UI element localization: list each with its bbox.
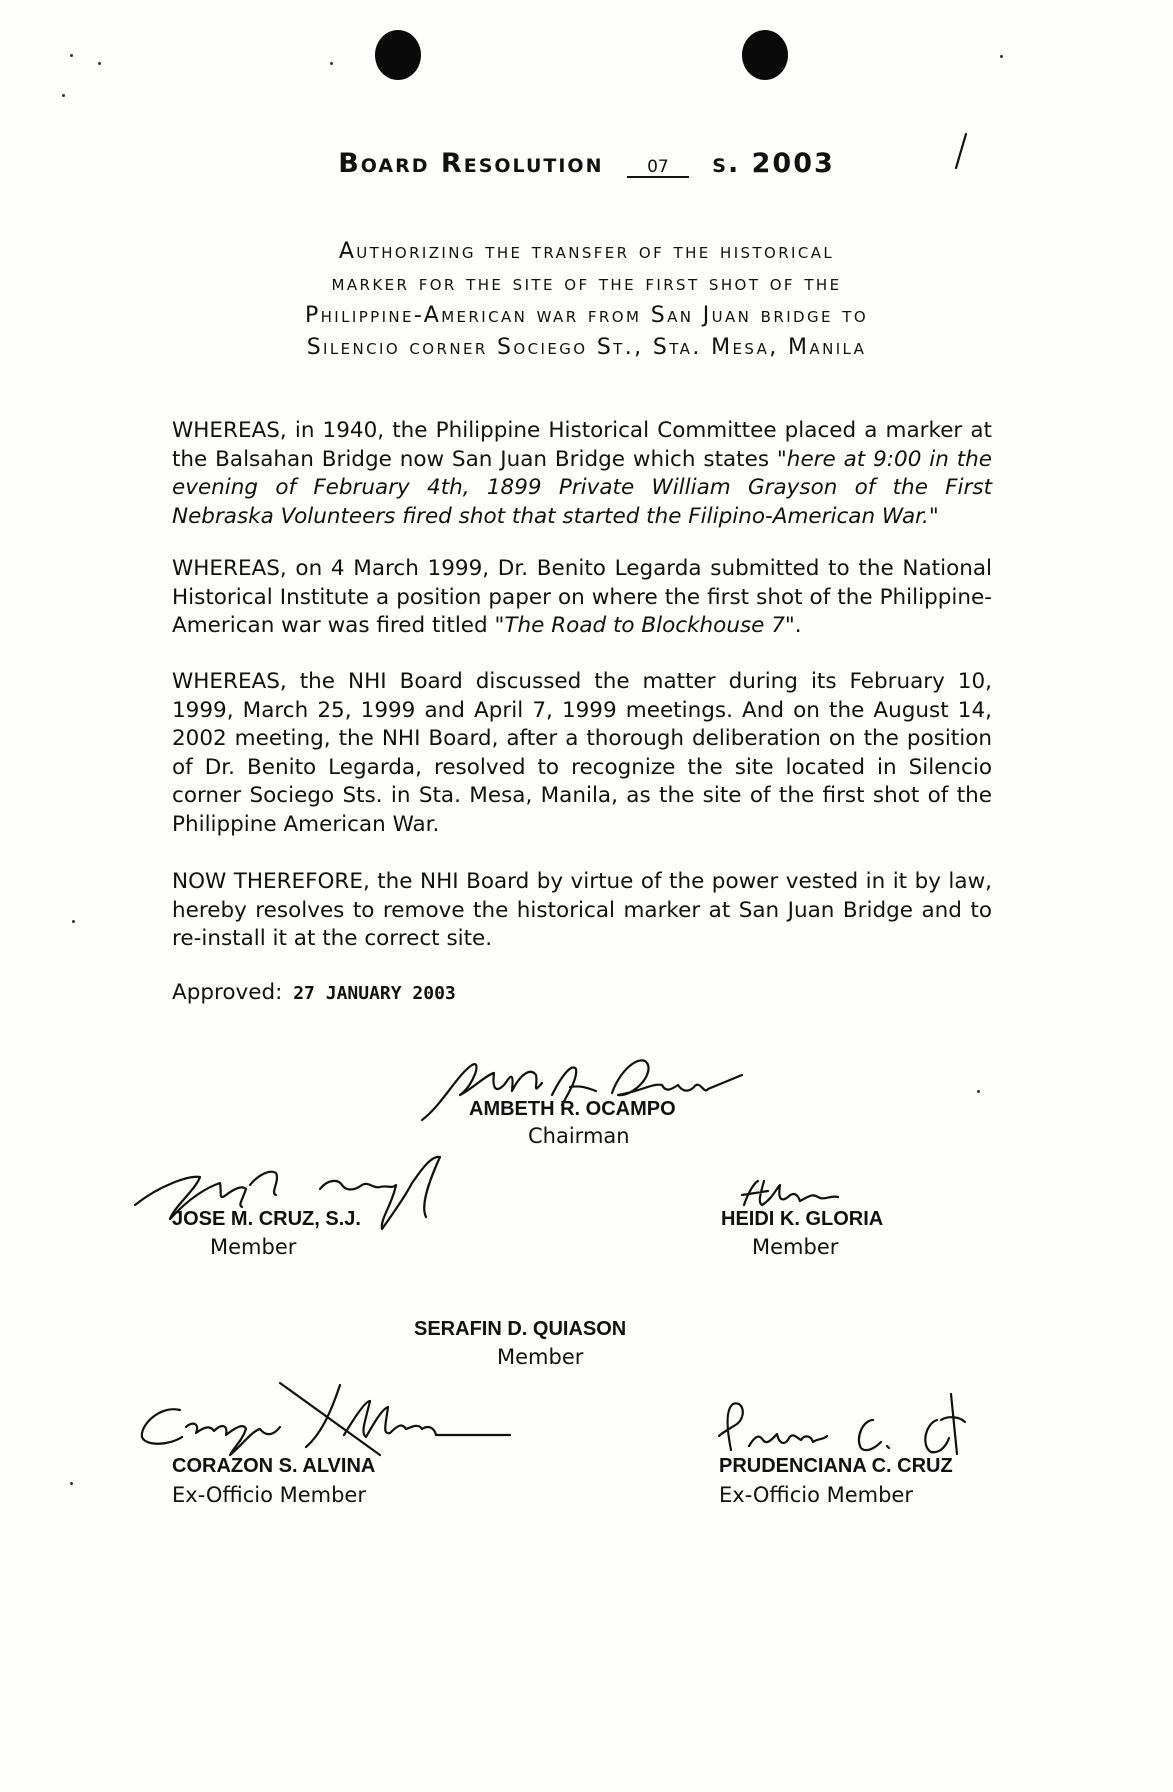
scan-speck — [72, 920, 75, 923]
scan-speck — [98, 62, 101, 65]
punch-hole-left — [375, 30, 421, 80]
paragraph-text-end: ". — [784, 613, 802, 638]
resolution-title — [0, 148, 1173, 179]
paragraph-text: WHEREAS, in 1940, the Philippine Historical Committee placed a marker at the Balsahan Bridge now San Juan Bridge which states — [172, 418, 992, 472]
member-center-name: SERAFIN D. QUIASON — [414, 1318, 627, 1340]
paragraph-text: NOW THEREFORE, the NHI Board by virtue of the power vested in it by law, hereby resolves to remove the historical marker at San Juan Bridge and to re-install it at the correct site. — [172, 869, 992, 951]
subject-line: Authorizing the transfer of the historical — [338, 239, 835, 264]
resolution-title-prefix: Board Resolution — [338, 148, 604, 179]
exofficio-left-role: Ex-Officio Member — [172, 1483, 366, 1507]
scan-speck — [62, 94, 65, 97]
paragraph-text: WHEREAS, the NHI Board discussed the matter during its February 10, 1999, March 25, 1999 and April 7, 1999 meetings. And on the August 14, 2002 meeting, the NHI Board, after a thorough deliberation on the position of Dr. Benito Legarda, resolved to recognize the site located in Silencio corner Sociego Sts. in Sta. Mesa, Manila, as the site of the first shot of the Philippine American War. — [172, 669, 992, 837]
whereas-paragraph-3 — [172, 668, 992, 839]
resolving-paragraph — [172, 868, 992, 954]
resolution-subject — [140, 236, 1033, 364]
chairman-name: AMBETH R. OCAMPO — [469, 1098, 676, 1120]
approval-label: Approved: — [172, 980, 283, 1005]
punch-hole-right — [742, 30, 788, 80]
chairman-role: Chairman — [528, 1124, 630, 1148]
scan-speck — [70, 54, 73, 57]
paragraph-text: WHEREAS, on 4 March 1999, Dr. Benito Legarda submitted to the National Historical Institute a position paper on where the first shot of the Philippine-American war was fired titled " — [172, 556, 992, 638]
member-center-role: Member — [497, 1345, 584, 1369]
chairman-signature — [412, 1045, 757, 1135]
member-left-role: Member — [210, 1235, 297, 1259]
subject-line: Silencio corner Sociego St., Sta. Mesa, Manila — [306, 335, 867, 360]
subject-line: Philippine-American war from San Juan bridge to — [304, 303, 869, 328]
member-left-name: JOSE M. CRUZ, S.J. — [172, 1208, 361, 1230]
scan-speck — [70, 1482, 73, 1485]
resolution-number: 07 — [627, 158, 689, 178]
scan-speck — [330, 62, 333, 65]
exofficio-right-role: Ex-Officio Member — [719, 1483, 913, 1507]
member-right-role: Member — [752, 1235, 839, 1259]
exofficio-right-name: PRUDENCIANA C. CRUZ — [719, 1455, 953, 1477]
whereas-paragraph-2 — [172, 555, 992, 641]
exofficio-left-name: CORAZON S. ALVINA — [172, 1455, 376, 1477]
approval-date: 27 JANUARY 2003 — [293, 983, 456, 1004]
approval-line — [172, 980, 456, 1005]
scan-speck — [1000, 55, 1003, 58]
subject-line: marker for the site of the first shot of the — [331, 271, 842, 296]
member-right-name: HEIDI K. GLORIA — [721, 1208, 884, 1230]
scan-speck — [977, 1090, 980, 1093]
whereas-paragraph-1 — [172, 417, 992, 531]
resolution-series: s. 2003 — [712, 148, 835, 179]
member-right-signature — [738, 1175, 858, 1211]
marker-quote: "here at 9:00 in the evening of February 4th, 1899 Private William Grayson of the First Nebraska Volunteers fired shot that started the Filipino-American War." — [172, 446, 993, 529]
paper-title: The Road to Blockhouse 7 — [504, 613, 785, 638]
